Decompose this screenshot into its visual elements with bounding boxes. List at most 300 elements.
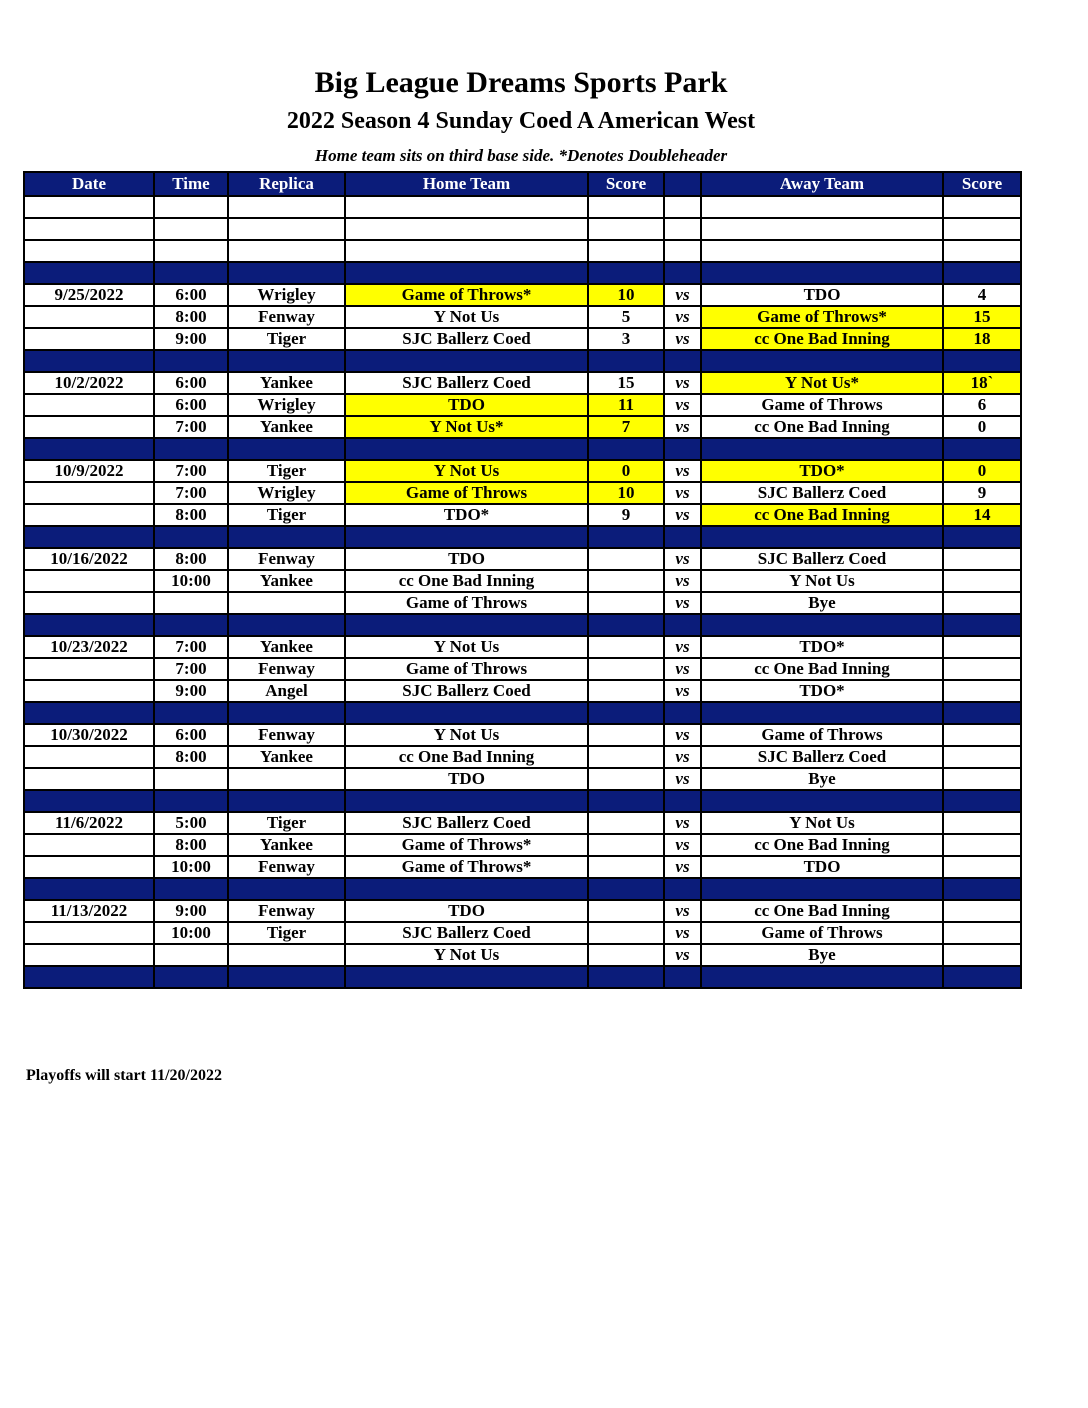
col-home-team-header: Home Team xyxy=(345,172,588,196)
home-team-cell: TDO xyxy=(345,768,588,790)
time-cell xyxy=(154,218,228,240)
away-team-cell: Game of Throws xyxy=(701,724,943,746)
away-score-cell xyxy=(943,526,1021,548)
time-cell xyxy=(154,878,228,900)
away-team-cell: Bye xyxy=(701,944,943,966)
away-team-cell: cc One Bad Inning xyxy=(701,834,943,856)
away-score-cell xyxy=(943,680,1021,702)
home-score-cell xyxy=(588,196,664,218)
replica-cell: Wrigley xyxy=(228,394,345,416)
replica-cell: Yankee xyxy=(228,372,345,394)
vs-cell: vs xyxy=(664,460,701,482)
away-score-cell xyxy=(943,922,1021,944)
home-team-cell xyxy=(345,218,588,240)
home-team-cell: Y Not Us* xyxy=(345,416,588,438)
home-team-cell: Game of Throws* xyxy=(345,834,588,856)
vs-cell: vs xyxy=(664,680,701,702)
home-score-cell xyxy=(588,966,664,988)
date-cell: 11/13/2022 xyxy=(24,900,154,922)
table-row xyxy=(24,724,1021,746)
home-score-cell xyxy=(588,900,664,922)
vs-cell xyxy=(664,262,701,284)
vs-cell xyxy=(664,240,701,262)
replica-cell xyxy=(228,944,345,966)
vs-cell: vs xyxy=(664,284,701,306)
col-away-score-header: Score xyxy=(943,172,1021,196)
away-team-cell xyxy=(701,262,943,284)
vs-cell: vs xyxy=(664,570,701,592)
replica-cell xyxy=(228,526,345,548)
vs-cell: vs xyxy=(664,812,701,834)
away-score-cell: 0 xyxy=(943,416,1021,438)
home-team-cell: Y Not Us xyxy=(345,636,588,658)
date-cell xyxy=(24,504,154,526)
replica-cell: Fenway xyxy=(228,900,345,922)
home-team-cell: TDO xyxy=(345,548,588,570)
time-cell xyxy=(154,702,228,724)
away-score-cell xyxy=(943,878,1021,900)
table-header-row xyxy=(24,172,1021,196)
away-team-cell: SJC Ballerz Coed xyxy=(701,548,943,570)
home-score-cell xyxy=(588,680,664,702)
time-cell: 10:00 xyxy=(154,856,228,878)
away-team-cell: Game of Throws xyxy=(701,394,943,416)
away-score-cell: 18 xyxy=(943,328,1021,350)
schedule-body xyxy=(24,196,1021,988)
home-score-cell xyxy=(588,548,664,570)
time-cell: 7:00 xyxy=(154,658,228,680)
table-row xyxy=(24,394,1021,416)
schedule-table xyxy=(23,171,1022,989)
away-team-cell xyxy=(701,790,943,812)
home-score-cell xyxy=(588,944,664,966)
time-cell: 7:00 xyxy=(154,636,228,658)
date-cell xyxy=(24,680,154,702)
date-cell xyxy=(24,438,154,460)
away-team-cell: TDO* xyxy=(701,636,943,658)
home-team-cell: Game of Throws xyxy=(345,592,588,614)
replica-cell: Tiger xyxy=(228,504,345,526)
away-score-cell xyxy=(943,438,1021,460)
home-team-cell: Y Not Us xyxy=(345,944,588,966)
time-cell xyxy=(154,790,228,812)
vs-cell: vs xyxy=(664,306,701,328)
replica-cell: Tiger xyxy=(228,812,345,834)
away-score-cell: 14 xyxy=(943,504,1021,526)
home-score-cell xyxy=(588,768,664,790)
away-team-cell xyxy=(701,218,943,240)
replica-cell xyxy=(228,350,345,372)
time-cell: 7:00 xyxy=(154,482,228,504)
vs-cell: vs xyxy=(664,328,701,350)
table-row xyxy=(24,834,1021,856)
time-cell: 8:00 xyxy=(154,548,228,570)
away-score-cell: 9 xyxy=(943,482,1021,504)
table-row xyxy=(24,636,1021,658)
schedule-note: Home team sits on third base side. *Denotes Doubleheader xyxy=(314,146,728,165)
time-cell: 6:00 xyxy=(154,394,228,416)
away-team-cell xyxy=(701,614,943,636)
home-team-cell: SJC Ballerz Coed xyxy=(345,328,588,350)
home-score-cell: 7 xyxy=(588,416,664,438)
away-score-cell xyxy=(943,240,1021,262)
away-score-cell xyxy=(943,790,1021,812)
vs-cell: vs xyxy=(664,724,701,746)
home-team-cell xyxy=(345,438,588,460)
vs-cell xyxy=(664,196,701,218)
table-row xyxy=(24,284,1021,306)
blank-row xyxy=(24,240,1021,262)
home-score-cell xyxy=(588,240,664,262)
replica-cell xyxy=(228,592,345,614)
away-score-cell xyxy=(943,548,1021,570)
away-team-cell: SJC Ballerz Coed xyxy=(701,746,943,768)
date-cell xyxy=(24,966,154,988)
table-row xyxy=(24,922,1021,944)
date-separator-row xyxy=(24,702,1021,724)
away-team-cell: SJC Ballerz Coed xyxy=(701,482,943,504)
replica-cell: Wrigley xyxy=(228,284,345,306)
away-score-cell: 6 xyxy=(943,394,1021,416)
vs-cell: vs xyxy=(664,856,701,878)
time-cell: 8:00 xyxy=(154,834,228,856)
time-cell xyxy=(154,526,228,548)
home-team-cell xyxy=(345,790,588,812)
away-score-cell xyxy=(943,196,1021,218)
away-team-cell: cc One Bad Inning xyxy=(701,658,943,680)
date-cell xyxy=(24,262,154,284)
away-score-cell xyxy=(943,856,1021,878)
away-team-cell: cc One Bad Inning xyxy=(701,416,943,438)
date-cell xyxy=(24,570,154,592)
away-team-cell: Game of Throws xyxy=(701,922,943,944)
away-score-cell xyxy=(943,262,1021,284)
home-team-cell: SJC Ballerz Coed xyxy=(345,680,588,702)
replica-cell: Yankee xyxy=(228,416,345,438)
home-score-cell: 11 xyxy=(588,394,664,416)
replica-cell xyxy=(228,768,345,790)
away-score-cell: 4 xyxy=(943,284,1021,306)
away-score-cell xyxy=(943,702,1021,724)
away-team-cell: TDO xyxy=(701,284,943,306)
away-score-cell xyxy=(943,812,1021,834)
replica-cell: Tiger xyxy=(228,922,345,944)
table-row xyxy=(24,306,1021,328)
home-score-cell xyxy=(588,790,664,812)
replica-cell xyxy=(228,218,345,240)
vs-cell xyxy=(664,350,701,372)
home-score-cell xyxy=(588,724,664,746)
time-cell xyxy=(154,768,228,790)
table-row xyxy=(24,548,1021,570)
home-score-cell xyxy=(588,812,664,834)
time-cell: 7:00 xyxy=(154,460,228,482)
home-score-cell xyxy=(588,438,664,460)
away-score-cell xyxy=(943,350,1021,372)
vs-cell: vs xyxy=(664,746,701,768)
vs-cell: vs xyxy=(664,944,701,966)
home-team-cell xyxy=(345,614,588,636)
replica-cell xyxy=(228,262,345,284)
away-team-cell: cc One Bad Inning xyxy=(701,900,943,922)
away-team-cell xyxy=(701,878,943,900)
date-separator-row xyxy=(24,878,1021,900)
vs-cell: vs xyxy=(664,768,701,790)
replica-cell xyxy=(228,614,345,636)
date-cell xyxy=(24,394,154,416)
away-score-cell: 15 xyxy=(943,306,1021,328)
replica-cell: Yankee xyxy=(228,570,345,592)
table-row xyxy=(24,746,1021,768)
home-score-cell xyxy=(588,218,664,240)
table-row xyxy=(24,504,1021,526)
date-cell: 10/16/2022 xyxy=(24,548,154,570)
home-score-cell xyxy=(588,834,664,856)
date-separator-row xyxy=(24,966,1021,988)
away-team-cell: cc One Bad Inning xyxy=(701,328,943,350)
vs-cell: vs xyxy=(664,372,701,394)
away-score-cell xyxy=(943,658,1021,680)
replica-cell: Yankee xyxy=(228,636,345,658)
vs-cell: vs xyxy=(664,504,701,526)
date-cell xyxy=(24,218,154,240)
home-score-cell xyxy=(588,526,664,548)
away-team-cell: Y Not Us xyxy=(701,570,943,592)
home-team-cell: Game of Throws* xyxy=(345,856,588,878)
home-team-cell xyxy=(345,878,588,900)
home-score-cell: 3 xyxy=(588,328,664,350)
date-cell xyxy=(24,658,154,680)
date-cell xyxy=(24,482,154,504)
home-team-cell: Y Not Us xyxy=(345,460,588,482)
time-cell: 6:00 xyxy=(154,372,228,394)
date-separator-row xyxy=(24,526,1021,548)
time-cell: 8:00 xyxy=(154,504,228,526)
table-row xyxy=(24,944,1021,966)
replica-cell xyxy=(228,438,345,460)
home-team-cell: TDO xyxy=(345,394,588,416)
away-team-cell: Y Not Us* xyxy=(701,372,943,394)
date-cell xyxy=(24,944,154,966)
vs-cell xyxy=(664,614,701,636)
away-team-cell xyxy=(701,966,943,988)
table-row xyxy=(24,416,1021,438)
replica-cell: Tiger xyxy=(228,328,345,350)
vs-cell: vs xyxy=(664,922,701,944)
vs-cell: vs xyxy=(664,548,701,570)
home-score-cell xyxy=(588,636,664,658)
away-team-cell xyxy=(701,702,943,724)
col-away-team-header: Away Team xyxy=(701,172,943,196)
date-cell xyxy=(24,196,154,218)
date-cell: 10/2/2022 xyxy=(24,372,154,394)
date-separator-row xyxy=(24,262,1021,284)
home-score-cell xyxy=(588,592,664,614)
replica-cell xyxy=(228,240,345,262)
date-cell: 9/25/2022 xyxy=(24,284,154,306)
home-score-cell: 5 xyxy=(588,306,664,328)
vs-cell xyxy=(664,702,701,724)
col-time-header: Time xyxy=(154,172,228,196)
table-row xyxy=(24,482,1021,504)
home-team-cell: SJC Ballerz Coed xyxy=(345,372,588,394)
date-cell xyxy=(24,856,154,878)
date-separator-row xyxy=(24,790,1021,812)
time-cell: 9:00 xyxy=(154,680,228,702)
date-cell xyxy=(24,592,154,614)
away-score-cell xyxy=(943,944,1021,966)
table-row xyxy=(24,856,1021,878)
replica-cell xyxy=(228,966,345,988)
date-separator-row xyxy=(24,438,1021,460)
vs-cell: vs xyxy=(664,658,701,680)
date-cell xyxy=(24,526,154,548)
col-replica-header: Replica xyxy=(228,172,345,196)
replica-cell xyxy=(228,790,345,812)
home-score-cell xyxy=(588,262,664,284)
date-separator-row xyxy=(24,614,1021,636)
date-cell xyxy=(24,746,154,768)
home-score-cell xyxy=(588,856,664,878)
home-team-cell: Y Not Us xyxy=(345,724,588,746)
home-score-cell xyxy=(588,878,664,900)
date-cell xyxy=(24,240,154,262)
vs-cell xyxy=(664,878,701,900)
away-score-cell: 0 xyxy=(943,460,1021,482)
time-cell: 6:00 xyxy=(154,284,228,306)
date-cell xyxy=(24,614,154,636)
away-score-cell xyxy=(943,570,1021,592)
vs-cell: vs xyxy=(664,834,701,856)
vs-cell: vs xyxy=(664,636,701,658)
replica-cell: Fenway xyxy=(228,306,345,328)
replica-cell: Fenway xyxy=(228,856,345,878)
time-cell: 7:00 xyxy=(154,416,228,438)
away-team-cell xyxy=(701,240,943,262)
date-separator-row xyxy=(24,350,1021,372)
home-score-cell xyxy=(588,702,664,724)
away-score-cell xyxy=(943,218,1021,240)
home-team-cell: TDO xyxy=(345,900,588,922)
time-cell xyxy=(154,262,228,284)
time-cell xyxy=(154,240,228,262)
replica-cell: Fenway xyxy=(228,658,345,680)
home-team-cell: cc One Bad Inning xyxy=(345,570,588,592)
away-score-cell xyxy=(943,592,1021,614)
time-cell xyxy=(154,350,228,372)
away-score-cell xyxy=(943,966,1021,988)
vs-cell: vs xyxy=(664,482,701,504)
date-cell: 10/30/2022 xyxy=(24,724,154,746)
home-score-cell xyxy=(588,614,664,636)
away-team-cell xyxy=(701,350,943,372)
home-score-cell xyxy=(588,570,664,592)
home-team-cell xyxy=(345,350,588,372)
home-score-cell: 9 xyxy=(588,504,664,526)
away-team-cell xyxy=(701,526,943,548)
replica-cell xyxy=(228,878,345,900)
replica-cell xyxy=(228,702,345,724)
table-row xyxy=(24,680,1021,702)
date-cell: 10/23/2022 xyxy=(24,636,154,658)
time-cell xyxy=(154,196,228,218)
home-team-cell xyxy=(345,196,588,218)
date-cell xyxy=(24,416,154,438)
time-cell: 10:00 xyxy=(154,922,228,944)
time-cell: 9:00 xyxy=(154,328,228,350)
time-cell xyxy=(154,944,228,966)
table-row xyxy=(24,658,1021,680)
away-team-cell: Y Not Us xyxy=(701,812,943,834)
vs-cell xyxy=(664,526,701,548)
page-title: Big League Dreams Sports Park xyxy=(314,66,728,99)
home-team-cell: Game of Throws* xyxy=(345,284,588,306)
away-team-cell: Bye xyxy=(701,592,943,614)
vs-cell: vs xyxy=(664,416,701,438)
home-score-cell: 10 xyxy=(588,284,664,306)
time-cell xyxy=(154,438,228,460)
vs-cell xyxy=(664,438,701,460)
table-row xyxy=(24,592,1021,614)
table-row xyxy=(24,812,1021,834)
away-score-cell xyxy=(943,746,1021,768)
col-home-score-header: Score xyxy=(588,172,664,196)
vs-cell: vs xyxy=(664,394,701,416)
replica-cell: Wrigley xyxy=(228,482,345,504)
home-score-cell: 0 xyxy=(588,460,664,482)
home-team-cell: Game of Throws xyxy=(345,658,588,680)
table-row xyxy=(24,900,1021,922)
date-cell xyxy=(24,702,154,724)
col-date-header: Date xyxy=(24,172,154,196)
home-score-cell: 10 xyxy=(588,482,664,504)
home-team-cell xyxy=(345,240,588,262)
replica-cell: Fenway xyxy=(228,724,345,746)
date-cell xyxy=(24,922,154,944)
date-cell xyxy=(24,790,154,812)
away-score-cell xyxy=(943,614,1021,636)
home-team-cell xyxy=(345,262,588,284)
home-team-cell xyxy=(345,702,588,724)
blank-row xyxy=(24,218,1021,240)
vs-cell xyxy=(664,966,701,988)
replica-cell: Fenway xyxy=(228,548,345,570)
date-cell xyxy=(24,306,154,328)
home-score-cell: 15 xyxy=(588,372,664,394)
time-cell: 6:00 xyxy=(154,724,228,746)
replica-cell: Yankee xyxy=(228,746,345,768)
date-cell xyxy=(24,328,154,350)
away-team-cell xyxy=(701,438,943,460)
playoffs-note: Playoffs will start 11/20/2022 xyxy=(26,1067,222,1084)
time-cell xyxy=(154,592,228,614)
table-row xyxy=(24,372,1021,394)
home-team-cell xyxy=(345,966,588,988)
home-team-cell: TDO* xyxy=(345,504,588,526)
time-cell xyxy=(154,966,228,988)
away-team-cell: cc One Bad Inning xyxy=(701,504,943,526)
away-team-cell xyxy=(701,196,943,218)
away-score-cell xyxy=(943,768,1021,790)
home-score-cell xyxy=(588,922,664,944)
away-team-cell: TDO* xyxy=(701,680,943,702)
replica-cell: Angel xyxy=(228,680,345,702)
away-score-cell xyxy=(943,636,1021,658)
time-cell xyxy=(154,614,228,636)
table-row xyxy=(24,570,1021,592)
away-team-cell: TDO* xyxy=(701,460,943,482)
table-row xyxy=(24,460,1021,482)
